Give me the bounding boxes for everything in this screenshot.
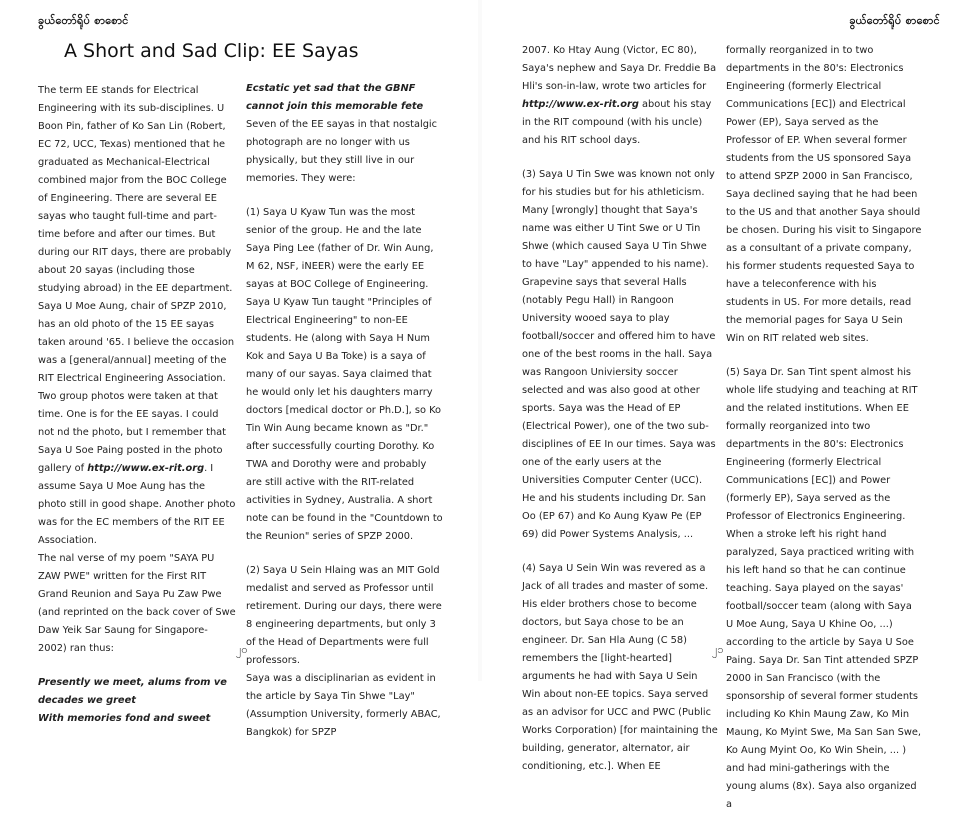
paragraph: Seven of the EE sayas in that nostalgic photograph are no longer with us physically, but they still live in our memories. They were: (246, 119, 438, 184)
paragraph: Saya U Moe Aung, chair of SPZP 2010, has an old photo of the 15 EE sayas taken around '65. I believe the occasion was a [general/annual] meeting of the RIT Electrical Engineering Association. Two group photos were taken at that time. One is for the EE sayas. I could not nd the photo, but I remember that Saya U Soe Paing posted in the photo gallery of http://www.ex-rit.org. I assume Saya U Moe Aung has the photo still in good shape. Another photo was for the EC members of the RIT EE Association. (38, 301, 236, 546)
paragraph: The nal verse of my poem "SAYA PU ZAW PWE" written for the First RIT Grand Reunion and Saya Pu Zaw Pwe (and reprinted on the back cover of Swe Daw Yeik Sar Saung for Singapore-2002) ran thus: (38, 553, 236, 654)
poem-line: With memories fond and sweet (38, 713, 211, 724)
paragraph: 2007. Ko Htay Aung (Victor, EC 80), Saya's nephew and Saya Dr. Freddie Ba Hli's son-in-law, wrote two articles for http://www.ex-rit.org about his stay in the RIT compound (with his uncle) and his RIT school days. (522, 45, 717, 146)
paragraph: Saya was a disciplinarian as evident in the article by Saya Tin Shwe "Lay" (Assumption University, formerly ABAC, Bangkok) for SPZP (246, 673, 441, 738)
paragraph: (2) Saya U Sein Hlaing was an MIT Gold medalist and served as Professor until retirement. During our days, there were 8 engineering departments, but only 3 of the Head of Departments were full professors. (246, 565, 442, 666)
article-title: A Short and Sad Clip: EE Sayas (64, 40, 359, 62)
column-2 (246, 80, 444, 738)
page-header-left: ခွယ်တော်ရိုပ် စာစောင် (38, 14, 129, 27)
page-number-right: ၂၁ (712, 643, 724, 656)
column-4 (726, 42, 922, 810)
paragraph: (5) Saya Dr. San Tint spent almost his whole life studying and teaching at RIT and the related institutions. When EE formally reorganized into two departments in the 80's: Electronics Engineering (formerly Electrical Communications [EC]) and Power (formerly EP), Saya served as the Professor of Electronics Engineering. When a stroke left his right hand paralyzed, Saya practiced writing with his left hand so that he can continue teaching. Saya played on the sayas' football/soccer team (along with Saya U Moe Aung, Saya U Khine Oo, ...) according to the article by Saya U Soe Paing. Saya Dr. San Tint attended SPZP 2000 in San Francisco (with the sponsorship of several former students including Ko Khin Maung Zaw, Ko Min Maung, Ko Myint Swe, Ma San San Swe, Ko Aung Myint Oo, Ko Win Shein, ... ) and had mini-gatherings with the young alums (8x). Saya also organized a (726, 367, 922, 810)
paragraph: The term EE stands for Electrical Engineering with its sub-disciplines. U Boon Pin, father of Ko San Lin (Robert, EC 72, UCC, Texas) mentioned that he graduated as Mechanical-Electrical combined major from the BOC College of Engineering. There are several EE sayas who taught full-time and part-time before and after our times. But during our RIT days, there are probably about 20 sayas (including those studying abroad) in the EE department. (38, 85, 233, 294)
section-heading: Ecstatic yet sad that the GBNF cannot join this memorable fete (246, 83, 424, 112)
spread-gutter (478, 0, 482, 681)
page-header-right: ခွယ်တော်ရိုပ် စာစောင် (849, 14, 940, 27)
left-page (0, 0, 470, 738)
paragraph: formally reorganized in to two departments in the 80's: Electronics Engineering (formerly Electrical Communications [EC]) and Electrical Power (EP), Saya served as the Professor of EP. When several former students from the US sponsored Saya to attend SPZP 2000 in San Francisco, Saya declined saying that he had been to the US and that another Saya should be chosen. During his visit to Singapore as a consultant of a private company, his former students requested Saya to have a teleconference with his students in US. For more details, read the memorial pages for Saya U Sein Win on RIT related web sites. (726, 45, 922, 344)
website-link[interactable]: http://www.ex-rit.org (522, 99, 639, 110)
poem-line: decades we greet (38, 695, 136, 706)
poem-line: Presently we meet, alums from ve (38, 677, 227, 688)
paragraph: (3) Saya U Tin Swe was known not only for his studies but for his athleticism. Many [wrongly] thought that Saya's name was either U Tint Swe or U Tin Shwe (which caused Saya U Tin Shwe to have "Lay" appended to his name). Grapevine says that several Halls (notably Pegu Hall) in Rangoon University wooed saya to play football/soccer and offered him to have one of the best rooms in the hall. Saya was Rangoon Univiersity soccer selected and was also good at other sports. Saya was the Head of EP (Electrical Power), one of the two sub-disciplines of EE In our times. Saya was one of the early users at the Universities Computer Center (UCC). He and his students including Dr. San Oo (EP 67) and Ko Aung Kyaw Pe (EP 69) did Power Systems Analysis, ... (522, 169, 716, 540)
paragraph: (4) Saya U Sein Win was revered as a Jack of all trades and master of some. His elder brothers chose to become doctors, but Saya chose to be an engineer. Dr. San Hla Aung (C 58) remembers the [light-hearted] arguments he had with Saya U Sein Win about non-EE topics. Saya served as an advisor for UCC and PWC (Public Works Corporation) [for maintaining the building, generator, alternator, air conditioning, etc.]. When EE (522, 563, 718, 772)
page-number-left: ၂၀ (236, 643, 248, 656)
column-1 (38, 82, 236, 724)
website-link[interactable]: http://www.ex-rit.org (87, 463, 205, 474)
paragraph: (1) Saya U Kyaw Tun was the most senior of the group. He and the late Saya Ping Lee (father of Dr. Win Aung, M 62, NSF, iNEER) were the early EE sayas at BOC College of Engineering. Saya U Kyaw Tun taught "Principles of Electrical Engineering" to non-EE students. He (along with Saya H Num Kok and Saya U Ba Toke) is a saya of many of our sayas. Saya claimed that he would only let his daughters marry doctors [medical doctor or Ph.D.], so Ko Tin Win Aung became known as "Dr." after successfully courting Dorothy. Ko TWA and Dorothy were and probably are still active with the RIT-related activities in Sydney, Australia. A short note can be found in the "Countdown to the Reunion" series of SPZP 2000. (246, 207, 443, 542)
